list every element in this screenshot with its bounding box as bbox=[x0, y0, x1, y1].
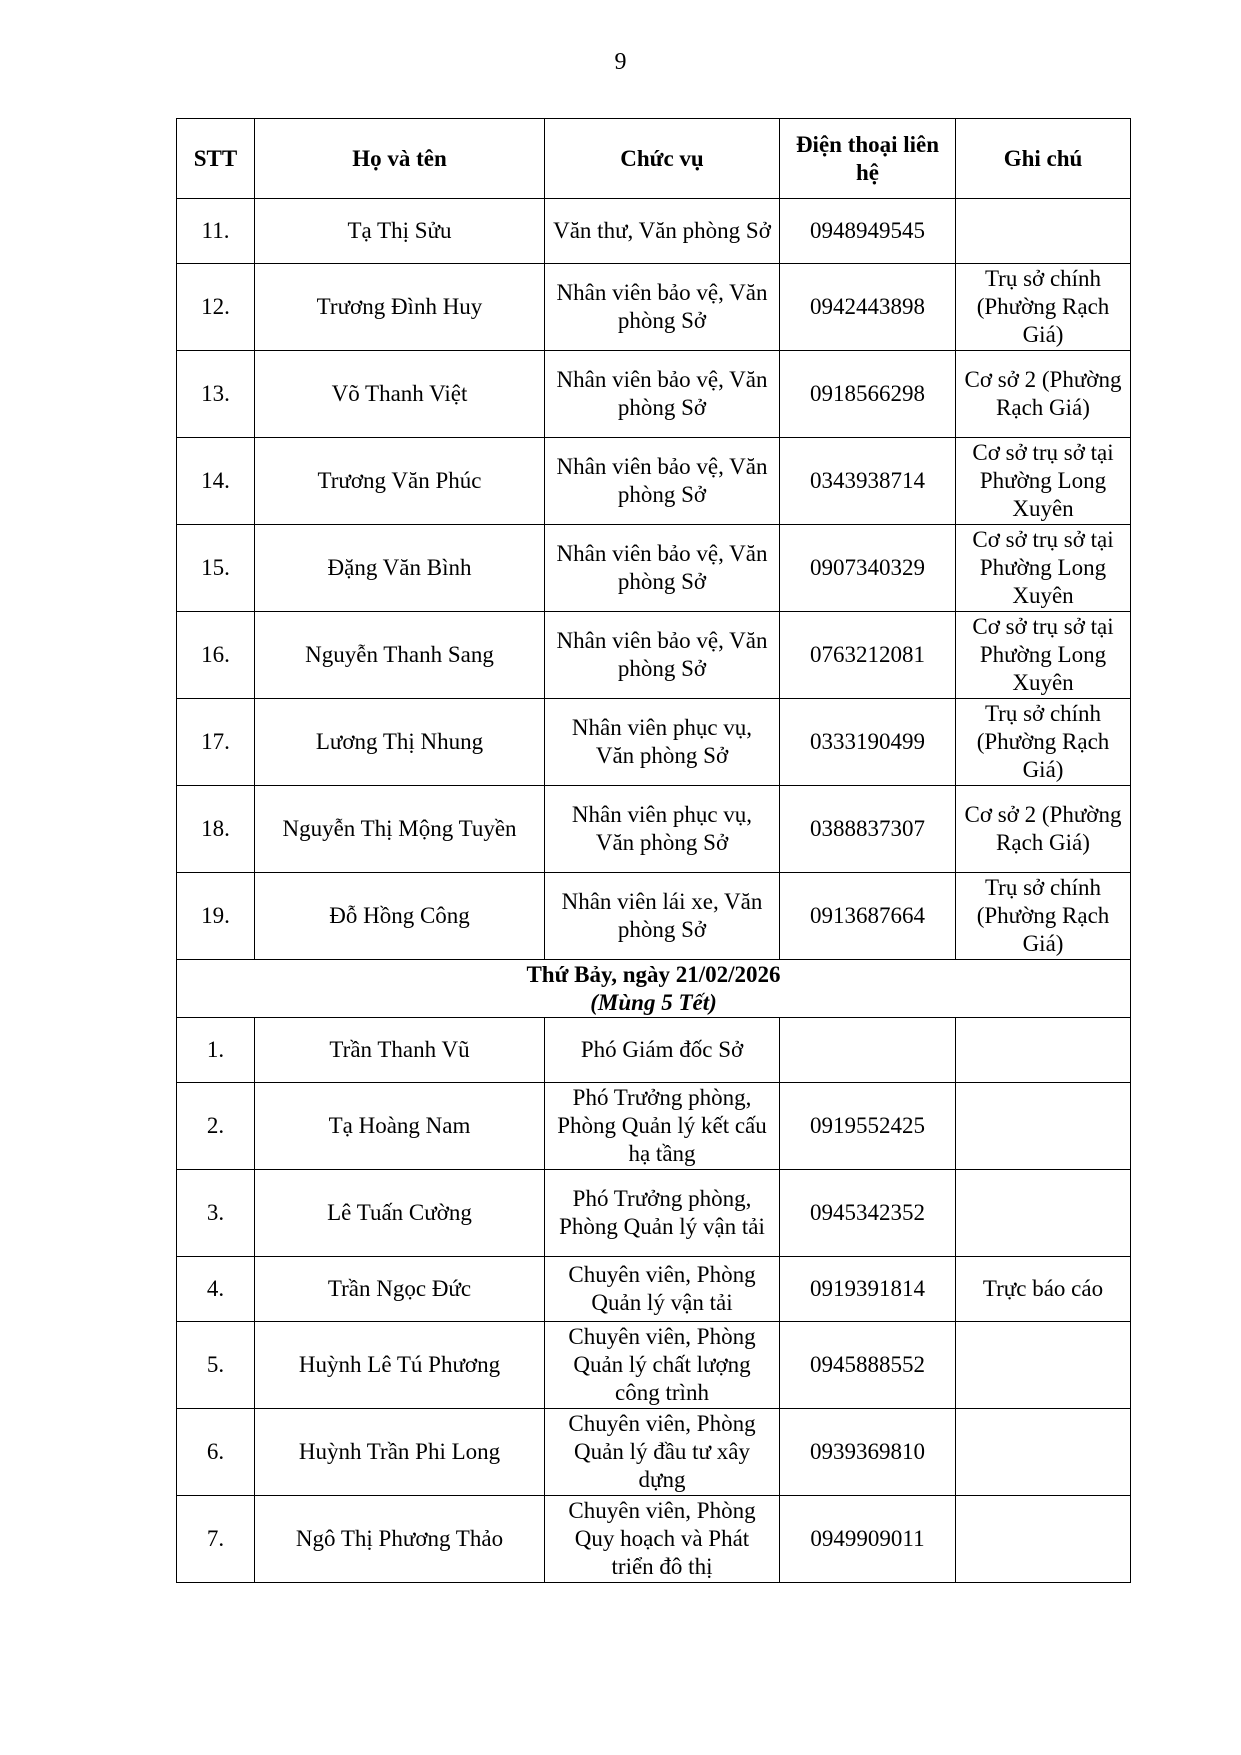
row-phone: 0907340329 bbox=[780, 525, 956, 612]
table-header-row bbox=[177, 119, 1131, 199]
row-note bbox=[956, 1083, 1131, 1170]
row-phone: 0945342352 bbox=[780, 1170, 956, 1257]
table-row bbox=[177, 1257, 1131, 1322]
table-row bbox=[177, 699, 1131, 786]
row-stt: 18. bbox=[177, 786, 255, 873]
row-position: Nhân viên phục vụ, Văn phòng Sở bbox=[545, 699, 780, 786]
page-number: 9 bbox=[614, 49, 627, 75]
row-stt: 3. bbox=[177, 1170, 255, 1257]
row-phone: 0388837307 bbox=[780, 786, 956, 873]
section-header bbox=[177, 960, 1131, 1018]
row-stt: 16. bbox=[177, 612, 255, 699]
section-title: Thứ Bảy, ngày 21/02/2026 bbox=[526, 961, 781, 987]
row-note bbox=[956, 1018, 1131, 1083]
row-name: Tạ Thị Sửu bbox=[255, 199, 545, 264]
row-note bbox=[956, 1409, 1131, 1496]
row-stt: 15. bbox=[177, 525, 255, 612]
row-name: Nguyễn Thanh Sang bbox=[255, 612, 545, 699]
row-stt: 14. bbox=[177, 438, 255, 525]
row-phone: 0945888552 bbox=[780, 1322, 956, 1409]
row-phone: 0763212081 bbox=[780, 612, 956, 699]
table-row bbox=[177, 1496, 1131, 1583]
row-position: Nhân viên bảo vệ, Văn phòng Sở bbox=[545, 438, 780, 525]
row-position: Phó Trưởng phòng, Phòng Quản lý kết cấu hạ tầng bbox=[545, 1083, 780, 1170]
row-note: Cơ sở trụ sở tại Phường Long Xuyên bbox=[956, 438, 1131, 525]
row-stt: 13. bbox=[177, 351, 255, 438]
row-stt: 6. bbox=[177, 1409, 255, 1496]
row-note bbox=[956, 199, 1131, 264]
table-row bbox=[177, 1083, 1131, 1170]
row-note bbox=[956, 1170, 1131, 1257]
row-stt: 2. bbox=[177, 1083, 255, 1170]
row-phone: 0918566298 bbox=[780, 351, 956, 438]
row-stt: 1. bbox=[177, 1018, 255, 1083]
table-row bbox=[177, 1170, 1131, 1257]
row-name: Ngô Thị Phương Thảo bbox=[255, 1496, 545, 1583]
row-position: Nhân viên bảo vệ, Văn phòng Sở bbox=[545, 264, 780, 351]
row-phone: 0942443898 bbox=[780, 264, 956, 351]
row-note: Trụ sở chính (Phường Rạch Giá) bbox=[956, 264, 1131, 351]
table-row bbox=[177, 525, 1131, 612]
row-stt: 11. bbox=[177, 199, 255, 264]
table-row bbox=[177, 351, 1131, 438]
row-name: Huỳnh Trần Phi Long bbox=[255, 1409, 545, 1496]
row-note: Cơ sở 2 (Phường Rạch Giá) bbox=[956, 351, 1131, 438]
row-note: Cơ sở trụ sở tại Phường Long Xuyên bbox=[956, 612, 1131, 699]
row-phone: 0919391814 bbox=[780, 1257, 956, 1322]
table-row bbox=[177, 612, 1131, 699]
header-stt: STT bbox=[177, 119, 255, 199]
row-name: Trần Ngọc Đức bbox=[255, 1257, 545, 1322]
row-position: Chuyên viên, Phòng Quản lý chất lượng công trình bbox=[545, 1322, 780, 1409]
row-stt: 12. bbox=[177, 264, 255, 351]
section-header-row bbox=[177, 960, 1131, 1018]
header-name: Họ và tên bbox=[255, 119, 545, 199]
row-name: Lê Tuấn Cường bbox=[255, 1170, 545, 1257]
row-name: Đỗ Hồng Công bbox=[255, 873, 545, 960]
row-note: Cơ sở 2 (Phường Rạch Giá) bbox=[956, 786, 1131, 873]
table-row bbox=[177, 264, 1131, 351]
header-position: Chức vụ bbox=[545, 119, 780, 199]
table-row bbox=[177, 199, 1131, 264]
row-position: Chuyên viên, Phòng Quản lý vận tải bbox=[545, 1257, 780, 1322]
header-note: Ghi chú bbox=[956, 119, 1131, 199]
header-phone: Điện thoại liên hệ bbox=[780, 119, 956, 199]
row-position: Nhân viên bảo vệ, Văn phòng Sở bbox=[545, 351, 780, 438]
row-position: Nhân viên bảo vệ, Văn phòng Sở bbox=[545, 525, 780, 612]
row-phone bbox=[780, 1018, 956, 1083]
row-phone: 0949909011 bbox=[780, 1496, 956, 1583]
row-note: Trực báo cáo bbox=[956, 1257, 1131, 1322]
row-name: Trương Văn Phúc bbox=[255, 438, 545, 525]
row-stt: 19. bbox=[177, 873, 255, 960]
duty-roster-table bbox=[176, 118, 1131, 1583]
row-name: Tạ Hoàng Nam bbox=[255, 1083, 545, 1170]
row-note bbox=[956, 1322, 1131, 1409]
table-row bbox=[177, 1322, 1131, 1409]
row-position: Nhân viên phục vụ, Văn phòng Sở bbox=[545, 786, 780, 873]
row-position: Văn thư, Văn phòng Sở bbox=[545, 199, 780, 264]
row-position: Chuyên viên, Phòng Quản lý đầu tư xây dựng bbox=[545, 1409, 780, 1496]
row-name: Nguyễn Thị Mộng Tuyền bbox=[255, 786, 545, 873]
row-phone: 0919552425 bbox=[780, 1083, 956, 1170]
table-row bbox=[177, 438, 1131, 525]
row-phone: 0939369810 bbox=[780, 1409, 956, 1496]
row-note bbox=[956, 1496, 1131, 1583]
row-position: Nhân viên bảo vệ, Văn phòng Sở bbox=[545, 612, 780, 699]
row-note: Trụ sở chính (Phường Rạch Giá) bbox=[956, 873, 1131, 960]
row-note: Cơ sở trụ sở tại Phường Long Xuyên bbox=[956, 525, 1131, 612]
row-phone: 0333190499 bbox=[780, 699, 956, 786]
row-position: Nhân viên lái xe, Văn phòng Sở bbox=[545, 873, 780, 960]
row-stt: 4. bbox=[177, 1257, 255, 1322]
row-stt: 7. bbox=[177, 1496, 255, 1583]
table-row bbox=[177, 1018, 1131, 1083]
table-row bbox=[177, 1409, 1131, 1496]
row-name: Đặng Văn Bình bbox=[255, 525, 545, 612]
row-name: Võ Thanh Việt bbox=[255, 351, 545, 438]
row-name: Lương Thị Nhung bbox=[255, 699, 545, 786]
row-position: Phó Trưởng phòng, Phòng Quản lý vận tải bbox=[545, 1170, 780, 1257]
table-row bbox=[177, 786, 1131, 873]
row-stt: 17. bbox=[177, 699, 255, 786]
row-stt: 5. bbox=[177, 1322, 255, 1409]
row-phone: 0913687664 bbox=[780, 873, 956, 960]
section-subtitle: (Mùng 5 Tết) bbox=[590, 989, 717, 1015]
row-name: Trần Thanh Vũ bbox=[255, 1018, 545, 1083]
table-row bbox=[177, 873, 1131, 960]
row-position: Phó Giám đốc Sở bbox=[545, 1018, 780, 1083]
row-name: Huỳnh Lê Tú Phương bbox=[255, 1322, 545, 1409]
row-note: Trụ sở chính (Phường Rạch Giá) bbox=[956, 699, 1131, 786]
row-phone: 0948949545 bbox=[780, 199, 956, 264]
row-phone: 0343938714 bbox=[780, 438, 956, 525]
row-name: Trương Đình Huy bbox=[255, 264, 545, 351]
row-position: Chuyên viên, Phòng Quy hoạch và Phát triển đô thị bbox=[545, 1496, 780, 1583]
